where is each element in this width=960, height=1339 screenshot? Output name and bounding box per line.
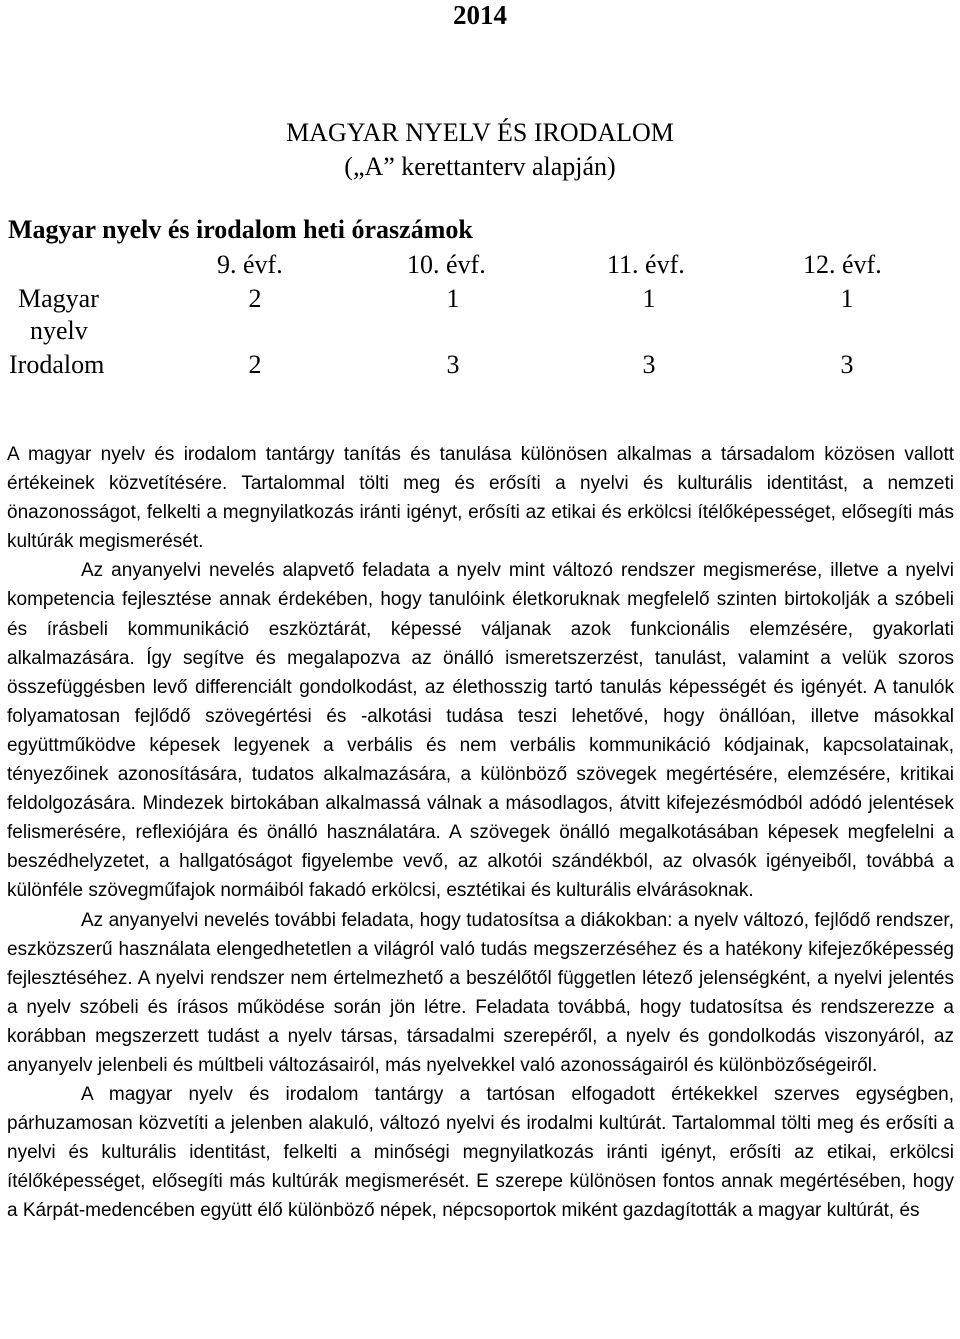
body-text [7,440,954,1226]
document-year: 2014 [453,0,507,30]
table-cell: 1 [446,284,460,313]
table-cell: 1 [840,284,854,313]
paragraph-ertekek: A magyar nyelv és irodalom tantárgy a tartósan elfogadott értékekkel szerves egységben, párhuzamosan közvetíti a jelenben alakuló, változó nyelvi és irodalmi kultúrát. Tartalommal tölti meg és erősíti a nyelvi és kulturális identitást, felkelti a minőségi megnyilatkozás iránti igényt, erősíti az etikai, erkölcsi ítélőképességet, elősegíti más kultúrák megismerését. E szerepe különösen fontos annak megértésében, hogy a Kárpát-medencében együtt élő különböző népek, népcsoportok miként gazdagították a magyar kultúrát, és [7,1084,954,1222]
column-header-10: 10. évf. [407,250,486,279]
table-cell: 3 [642,350,656,379]
column-header-12: 12. évf. [803,250,882,279]
hours-table-title: Magyar nyelv és irodalom heti óraszámok [8,215,473,244]
document-title: MAGYAR NYELV ÉS IRODALOM [286,118,674,147]
column-header-11: 11. évf. [607,250,685,279]
table-cell: 3 [840,350,854,379]
table-cell: 1 [642,284,656,313]
paragraph-tovabbi-feladat: Az anyanyelvi nevelés további feladata, hogy tudatosítsa a diákokban: a nyelv változó, fejlődő rendszer, eszközszerű használata elengedhetetlen a világról való tudás megszerzéséhez és a hatékony kifejezőképesség fejlesztéséhez. A nyelvi rendszer nem értelmezhető a beszélőtől független létező jelenségként, a nyelvi jelentés a nyelv szóbeli és írásos működése során jön létre. Feladata továbbá, hogy tudatosítsa és rendszerezze a korábban megszerzett tudást a nyelv társas, társadalmi szerepéről, a nyelv és gondolkodás viszonyáról, az anyanyelv jelenbeli és múltbeli változásairól, más nyelvekkel való azonosságairól és különbözőségeiről. [7,909,954,1076]
row-label-magyar-line1: Magyar [18,284,99,313]
table-cell: 2 [248,350,262,379]
document-subtitle: („A” kerettanterv alapján) [344,152,616,181]
table-cell: 2 [248,284,262,313]
column-header-9: 9. évf. [217,250,283,279]
row-label-irodalom: Irodalom [9,350,105,379]
table-cell: 3 [446,350,460,379]
paragraph-intro: A magyar nyelv és irodalom tantárgy tanítás és tanulása különösen alkalmas a társadalom közösen vallott értékeinek közvetítésére. Tartalommal tölti meg és erősíti a nyelvi és kulturális identitást, a nemzeti önazonosságot, felkelti a megnyilatkozás iránti igényt, erősíti az etikai és erkölcsi ítélőképességet, elősegíti más kultúrák megismerését. [7,444,954,553]
paragraph-anyanyelvi-neveles: Az anyanyelvi nevelés alapvető feladata a nyelv mint változó rendszer megismerése, illetve a nyelvi kompetencia fejlesztése annak érdekében, hogy tanulóink életkoruknak megfelelő szinten birtokolják a szóbeli és írásbeli kommunikáció eszköztárát, képessé váljanak azok funkcionális elemzésére, gyakorlati alkalmazására. Így segítve és megalapozva az önálló ismeretszerzést, tanulást, valamint a velük szoros összefüggésben levő differenciált gondolkodást, az élethosszig tartó tanulás képességét és igényét. A tanulók folyamatosan fejlődő szövegértési és -alkotási tudása teszi lehetővé, hogy önállóan, illetve másokkal együttműködve képesek legyenek a verbális és nem verbális kommunikáció kódjainak, kapcsolatainak, tényezőinek azonosítására, tudatos alkalmazására, a különböző szövegek megértésére, elemzésére, kritikai feldolgozására. Mindezek birtokában alkalmassá válnak a másodlagos, átvitt kifejezésmódból adódó jelentések felismerésére, reflexiójára és önálló használatára. A szövegek önálló megalkotásában képesek megfelelni a beszédhelyzetet, a hallgatóságot figyelembe vevő, az alkotói szándékból, az olvasók igényeiből, továbbá a különféle szövegműfajok normáiból fakadó erkölcsi, esztétikai és kulturális elvárásoknak. [7,560,954,902]
row-label-magyar-line2: nyelv [30,316,88,345]
